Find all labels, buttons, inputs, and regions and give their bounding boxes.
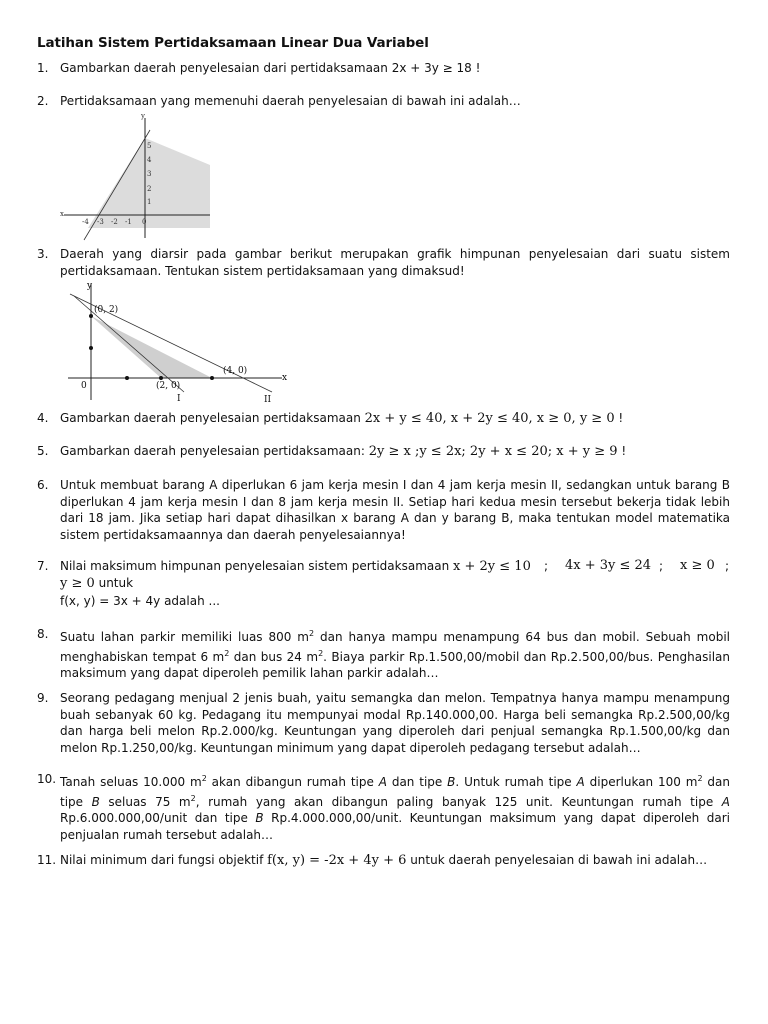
superscript: 2 bbox=[309, 629, 315, 638]
question-text: Daerah yang diarsir pada gambar berikut merupakan grafik himpunan penyelesaian dari suatu sistem pertidaksamaan. Tentukan sistem pertidaksamaan yang dimaksud! bbox=[60, 247, 730, 278]
text-segment: dan tipe bbox=[60, 775, 730, 809]
question-7 bbox=[37, 558, 730, 609]
text-segment: diperlukan 100 m bbox=[584, 775, 698, 789]
origin-label: 0 bbox=[81, 381, 87, 391]
text-segment: Rp.4.000.000,00/unit. Keuntungan maksimum yang dapat diperoleh dari penjualan rumah tersebut adalah… bbox=[60, 811, 730, 842]
y-tick-label: 4 bbox=[147, 156, 152, 164]
type-label: A bbox=[378, 775, 387, 789]
text-segment: untuk daerah penyelesaian di bawah ini adalah… bbox=[406, 853, 708, 867]
x-tick-label: -4 bbox=[82, 218, 89, 226]
type-label: A bbox=[721, 794, 730, 809]
question-text: Pertidaksamaan yang memenuhi daerah penyelesaian di bawah ini adalah… bbox=[60, 94, 521, 108]
x-axis-label: x bbox=[282, 373, 288, 383]
line-label: I bbox=[177, 394, 181, 404]
type-label: A bbox=[576, 775, 585, 789]
superscript: 2 bbox=[190, 793, 196, 803]
text-segment: Rp.6.000.000,00/unit dan tipe bbox=[60, 811, 256, 826]
text-segment: ! bbox=[617, 444, 627, 458]
separator: ; bbox=[659, 559, 664, 573]
question-1 bbox=[37, 60, 730, 77]
y-axis-label: y bbox=[141, 112, 145, 120]
question-text bbox=[60, 852, 730, 870]
text-segment: Tanah seluas 10.000 m bbox=[60, 775, 202, 789]
text-segment: ! bbox=[614, 411, 624, 425]
objective-function-expression: f(x, y) = -2x + 4y + 6 bbox=[267, 853, 407, 868]
shaded-region bbox=[91, 316, 212, 378]
text-segment: dan tipe bbox=[386, 775, 448, 789]
text-segment: . Biaya parkir Rp.1.500,00/mobil dan Rp.2.500,00/bus. Penghasilan maksimum yang dapat diperoleh pemilik lahan parkir adalah… bbox=[60, 649, 730, 681]
question-11 bbox=[37, 852, 730, 870]
point-marker bbox=[89, 346, 93, 350]
inequality-expression: x + 2y ≤ 10 bbox=[453, 559, 531, 574]
y-tick-label: 2 bbox=[147, 185, 152, 193]
question-2 bbox=[37, 93, 730, 110]
y-tick-label: 3 bbox=[147, 170, 152, 178]
question-text: Untuk membuat barang A diperlukan 6 jam kerja mesin I dan 4 jam kerja mesin II, sedangkan untuk barang B diperlukan 4 jam kerja mesin I dan 8 jam kerja mesin II. Setiap hari kedua mesin tersebut bekerja tidak lebih dari 18 jam. Jika setiap hari dapat dihasilkan x barang A dan y barang B, maka tentukan model matematika sistem pertidaksamaannya dan daerah penyelesaiannya! bbox=[60, 478, 730, 542]
question-text bbox=[60, 771, 730, 843]
x-axis-label: x bbox=[60, 210, 64, 218]
y-tick-label: 1 bbox=[147, 198, 152, 206]
point-marker bbox=[125, 376, 129, 380]
y-tick-label: 5 bbox=[147, 142, 152, 150]
question-number: 7. bbox=[37, 559, 49, 573]
question-6 bbox=[37, 477, 730, 543]
question-2-graph bbox=[60, 110, 210, 244]
question-text bbox=[60, 410, 730, 428]
inequality-expression: 4x + 3y ≤ 24 bbox=[565, 558, 652, 573]
line-label: II bbox=[264, 395, 272, 405]
question-text bbox=[60, 443, 730, 461]
question-number: 1. bbox=[37, 61, 49, 75]
text-segment: seluas 75 m bbox=[99, 794, 191, 809]
question-3-graph bbox=[62, 282, 294, 404]
question-8 bbox=[37, 626, 730, 682]
question-number: 10. bbox=[37, 772, 57, 786]
x-tick-label: 0 bbox=[142, 218, 147, 226]
inequality-expression: 2x + y ≤ 40, x + 2y ≤ 40, x ≥ 0, y ≥ 0 bbox=[364, 411, 615, 426]
question-text bbox=[60, 626, 730, 682]
text-segment: Nilai minimum dari fungsi objektif bbox=[60, 853, 268, 867]
type-label: B bbox=[255, 811, 264, 826]
question-4 bbox=[37, 410, 730, 428]
superscript: 2 bbox=[224, 648, 230, 658]
question-3 bbox=[37, 246, 730, 279]
text-segment: dan hanya mampu menampung 64 bus dan mobil. Sebuah mobil menghabiskan tempat 6 m bbox=[60, 630, 730, 664]
point-label: (2, 0) bbox=[156, 381, 181, 391]
question-text: Gambarkan daerah penyelesaian dari pertidaksamaan 2x + 3y ≥ 18 ! bbox=[60, 61, 481, 75]
superscript: 2 bbox=[318, 648, 324, 658]
text-segment: dan bus 24 m bbox=[229, 649, 319, 664]
type-label: B bbox=[447, 775, 456, 789]
point-label: (0, 2) bbox=[94, 305, 119, 315]
question-number: 11. bbox=[37, 853, 57, 867]
separator: ; bbox=[544, 559, 549, 573]
text-segment: Nilai maksimum himpunan penyelesaian sistem pertidaksamaan bbox=[60, 559, 454, 573]
point-0-2 bbox=[89, 314, 93, 318]
x-tick-label: -3 bbox=[97, 218, 104, 226]
question-number: 3. bbox=[37, 247, 49, 261]
question-number: 2. bbox=[37, 94, 49, 108]
point-4-0 bbox=[210, 376, 214, 380]
inequality-expression: x ≥ 0 bbox=[680, 558, 715, 573]
inequality-expression: 2y ≥ x ;y ≤ 2x; 2y + x ≤ 20; x + y ≥ 9 bbox=[368, 444, 618, 459]
question-text bbox=[60, 558, 730, 609]
question-5 bbox=[37, 443, 730, 461]
question-9 bbox=[37, 690, 730, 756]
superscript: 2 bbox=[201, 774, 207, 783]
question-number: 5. bbox=[37, 444, 49, 458]
text-segment: Suatu lahan parkir memiliki luas 800 m bbox=[60, 630, 309, 644]
text-segment: Gambarkan daerah penyelesaian pertidaksamaan bbox=[60, 411, 365, 425]
y-axis-label: y bbox=[87, 281, 93, 291]
text-segment: untuk bbox=[94, 576, 134, 590]
text-segment: akan dibangun rumah tipe bbox=[206, 775, 379, 789]
text-segment: Gambarkan daerah penyelesaian pertidaksamaan: bbox=[60, 444, 369, 458]
inequality-expression: y ≥ 0 bbox=[60, 576, 95, 591]
x-tick-label: -1 bbox=[125, 218, 132, 226]
text-segment: , rumah yang akan dibangun paling banyak 125 unit. Keuntungan rumah tipe bbox=[195, 794, 722, 809]
question-number: 4. bbox=[37, 411, 49, 425]
question-text: Seorang pedagang menjual 2 jenis buah, yaitu semangka dan melon. Tempatnya hanya mampu menampung buah sebanyak 60 kg. Pedagang itu mempunyai modal Rp.140.000,00. Harga beli semangka Rp.2.500,00/kg dan harga beli melon Rp.2.000/kg. Keuntungan yang diperoleh dari penjual semangka Rp.1.500,00/kg dan melon Rp.1.250,00/kg. Keuntungan minimum yang dapat diperoleh pedagang tersebut adalah… bbox=[60, 691, 730, 755]
question-number: 8. bbox=[37, 627, 49, 641]
type-label: B bbox=[91, 794, 100, 809]
question-number: 6. bbox=[37, 478, 49, 492]
text-segment: . Untuk rumah tipe bbox=[455, 775, 577, 789]
worksheet-title: Latihan Sistem Pertidaksamaan Linear Dua Variabel bbox=[37, 35, 429, 51]
superscript: 2 bbox=[697, 774, 703, 783]
separator: ; bbox=[725, 559, 730, 573]
objective-function: f(x, y) = 3x + 4y adalah ... bbox=[60, 593, 220, 608]
question-10 bbox=[37, 771, 730, 843]
point-2-0 bbox=[159, 376, 163, 380]
x-tick-label: -2 bbox=[111, 218, 118, 226]
question-number: 9. bbox=[37, 691, 49, 705]
point-label: (4, 0) bbox=[223, 366, 248, 376]
